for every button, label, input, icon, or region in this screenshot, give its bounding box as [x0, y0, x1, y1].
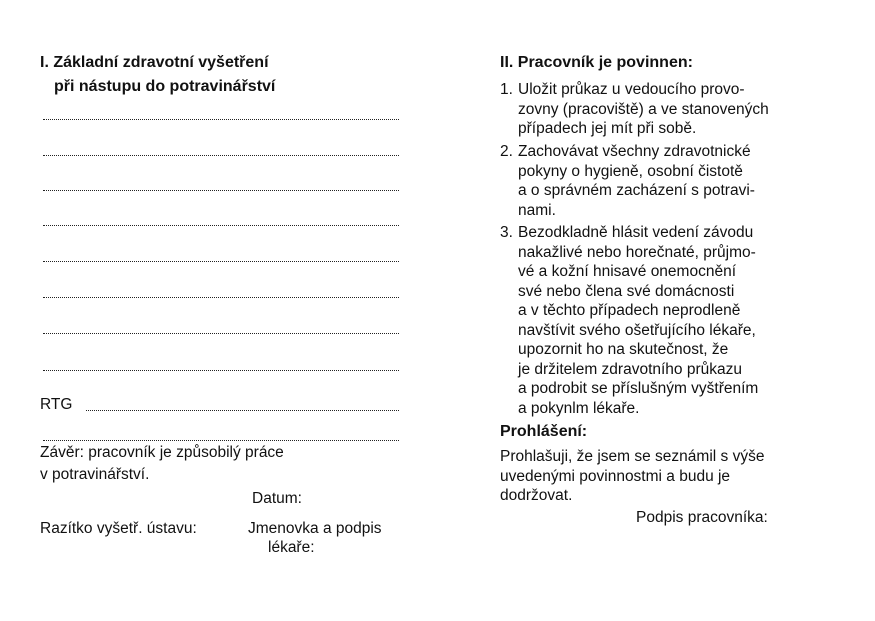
duty-item-line: a v těchto případech neprodleně: [518, 302, 741, 319]
duty-item-line: je držitelem zdravotního průkazu: [518, 360, 743, 378]
dotted-line-1: [43, 119, 399, 120]
doctor-signature-line1: Jmenovka a podpis: [248, 520, 382, 537]
conclusion-line2: v potravinářství.: [40, 466, 150, 483]
duty-item-line: zovny (pracoviště) a ve stanovených: [518, 100, 769, 118]
duty-item-number: 2.: [500, 143, 513, 160]
date-label: Datum:: [252, 490, 302, 507]
section-title-line1: I. Základní zdravotní vyšetření: [40, 54, 269, 71]
duty-item-line: vé a kožní hnisavé onemocnění: [518, 263, 736, 280]
duty-item-line: a o správném zacházení s potravi-: [518, 182, 755, 199]
dotted-line-2: [43, 155, 399, 156]
dotted-line-8: [43, 370, 399, 371]
rtg-label: RTG: [40, 396, 73, 413]
rtg-dotted-line: [86, 410, 399, 411]
declaration-line: Prohlašuji, že jsem se seznámil s výše: [500, 448, 765, 465]
stamp-label: Razítko vyšetř. ústavu:: [40, 520, 197, 537]
duties-title: II. Pracovník je povinnen:: [500, 54, 693, 71]
declaration-line: uvedenými povinnostmi a budu je: [500, 467, 731, 485]
dotted-line-9: [43, 440, 399, 441]
section-title-line2: při nástupu do potravinářství: [54, 78, 276, 95]
duty-item-line: nakažlivé nebo horečnaté, průjmo-: [518, 243, 756, 261]
dotted-line-3: [43, 190, 399, 191]
duty-item-3: [500, 223, 758, 418]
conclusion-line1: Závěr: pracovník je způsobilý práce: [40, 444, 284, 461]
duty-item-line: nami.: [518, 201, 556, 219]
declaration-title: Prohlášení:: [500, 423, 588, 440]
dotted-line-6: [43, 297, 399, 298]
duty-item-2: [500, 142, 755, 220]
duty-item-line: navštívit svého ošetřujícího lékaře,: [518, 321, 756, 339]
duty-item-number: 1.: [500, 81, 513, 98]
duty-item-line: Zachovávat všechny zdravotnické: [518, 143, 751, 160]
duty-item-line: Bezodkladně hlásit vedení závodu: [518, 224, 754, 241]
duty-item-line: a podrobit se příslušným vyštřením: [518, 380, 759, 397]
duty-item-line: případech jej mít při sobě.: [518, 120, 697, 137]
duty-item-1: [500, 80, 769, 139]
dotted-line-7: [43, 333, 399, 334]
declaration-text: [500, 447, 764, 506]
duty-item-line: své nebo člena své domácnosti: [518, 282, 735, 300]
doctor-signature-line2: lékaře:: [268, 539, 315, 556]
duty-item-line: Uložit průkaz u vedoucího provo-: [518, 81, 745, 98]
duty-item-line: pokyny o hygieně, osobní čistotě: [518, 162, 743, 180]
duty-item-number: 3.: [500, 224, 513, 241]
dotted-line-4: [43, 225, 399, 226]
worker-signature-label: Podpis pracovníka:: [636, 509, 768, 526]
declaration-line: dodržovat.: [500, 487, 573, 504]
duty-item-line: a pokynlm lékaře.: [518, 399, 640, 417]
duty-item-line: upozornit ho na skutečnost, že: [518, 341, 729, 358]
dotted-line-5: [43, 261, 399, 262]
